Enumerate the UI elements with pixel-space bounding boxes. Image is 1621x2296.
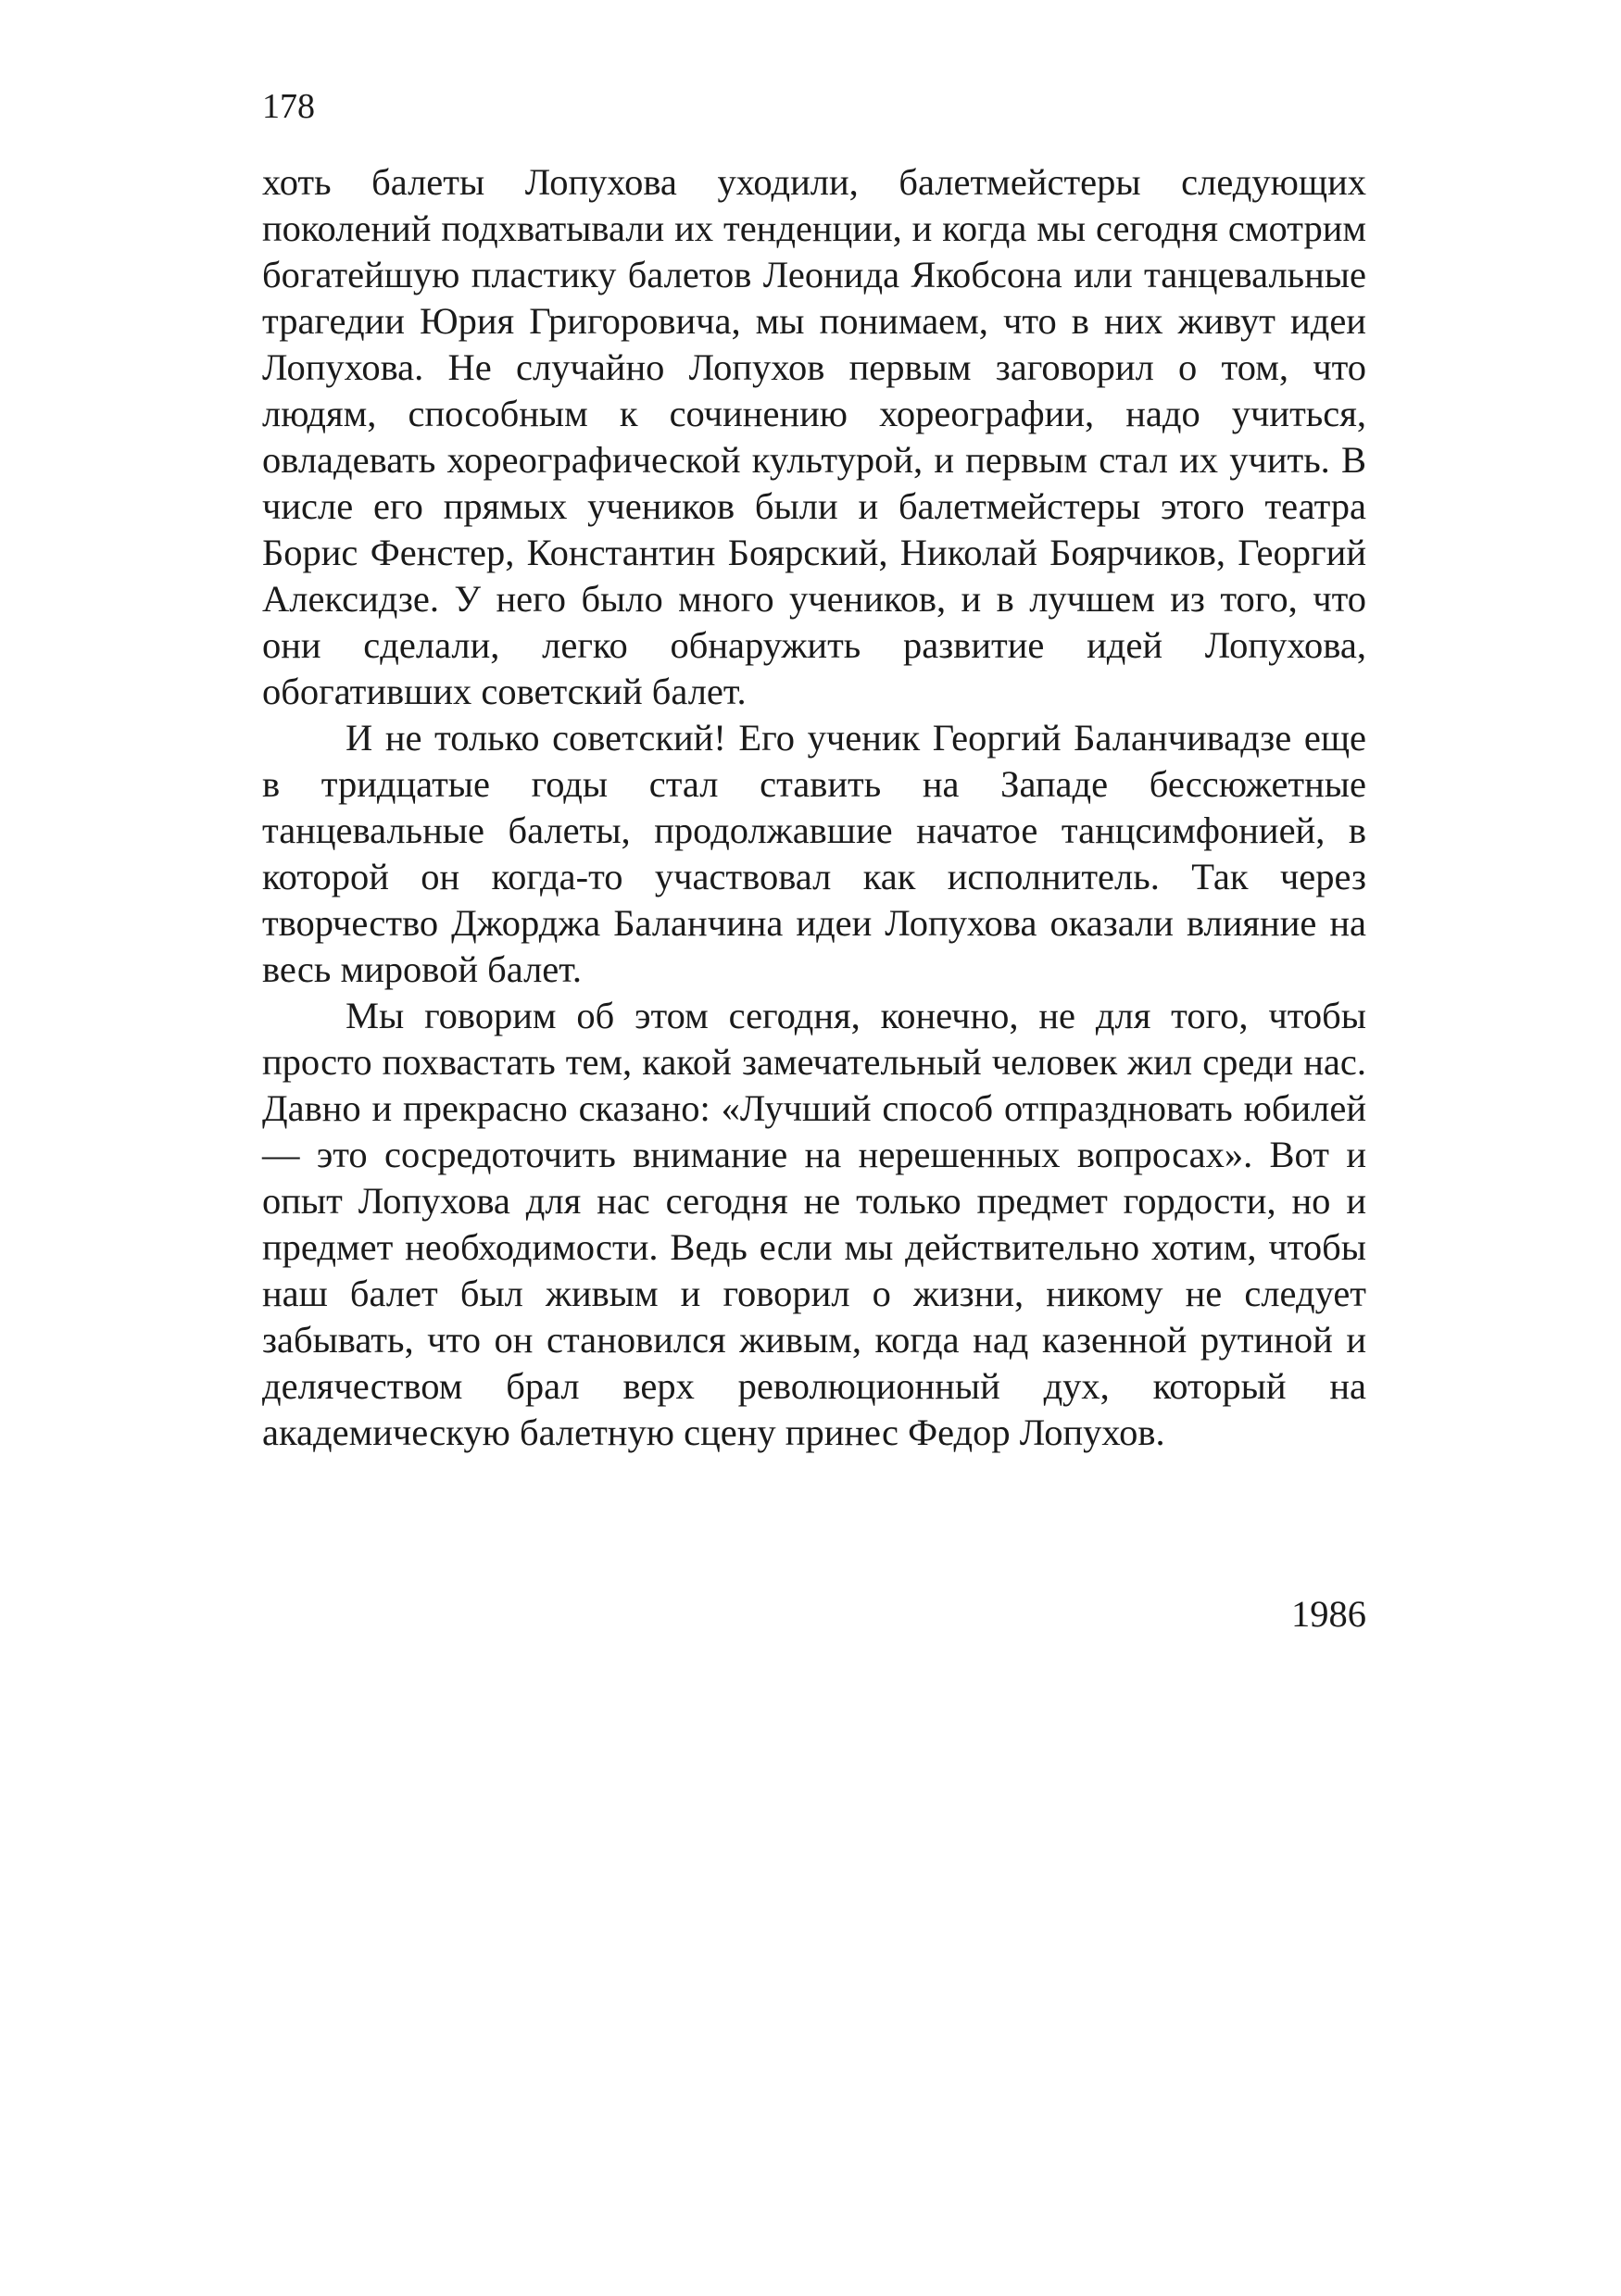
paragraph-1: хоть балеты Лопухова уходили, балетмейстеры следующих поколений подхватывали их тенденции, и когда мы сегодня смотрим богатейшую пластику балетов Леонида Якобсона или танцевальные трагедии Юрия Григоровича, мы понимаем, что в них живут идеи Лопухова. Не случайно Лопухов первым заговорил о том, что людям, способным к сочинению хореографии, надо учиться, овладевать хореографической культурой, и первым стал их учить. В числе его прямых учеников были и балетмейстеры этого театра Борис Фенстер, Константин Боярский, Николай Боярчиков, Георгий Алексидзе. У него было много учеников, и в лучшем из того, что они сделали, легко обнаружить развитие идей Лопухова, обогативших советский балет.	[262, 161, 1366, 712]
body-text	[262, 159, 1366, 1456]
page-number: 178	[262, 87, 315, 126]
year: 1986	[1291, 1593, 1366, 1635]
paragraph-2: И не только советский! Его ученик Георгий Баланчивадзе еще в тридцатые годы стал ставить на Западе бессюжетные танцевальные балеты, продолжавшие начатое танцсимфонией, в которой он когда-то участвовал как исполнитель. Так через творчество Джорджа Баланчина идеи Лопухова оказали влияние на весь мировой балет.	[262, 717, 1366, 990]
paragraph-3: Мы говорим об этом сегодня, конечно, не для того, чтобы просто похвастать тем, какой замечательный человек жил среди нас. Давно и прекрасно сказано: «Лучший способ отпраздновать юбилей — это сосредоточить внимание на нерешенных вопросах». Вот и опыт Лопухова для нас сегодня не только предмет гордости, но и предмет необходимости. Ведь если мы действительно хотим, чтобы наш балет был живым и говорил о жизни, никому не следует забывать, что он становился живым, когда над казенной рутиной и делячеством брал верх революционный дух, который на академическую балетную сцену принес Федор Лопухов.	[262, 995, 1366, 1453]
